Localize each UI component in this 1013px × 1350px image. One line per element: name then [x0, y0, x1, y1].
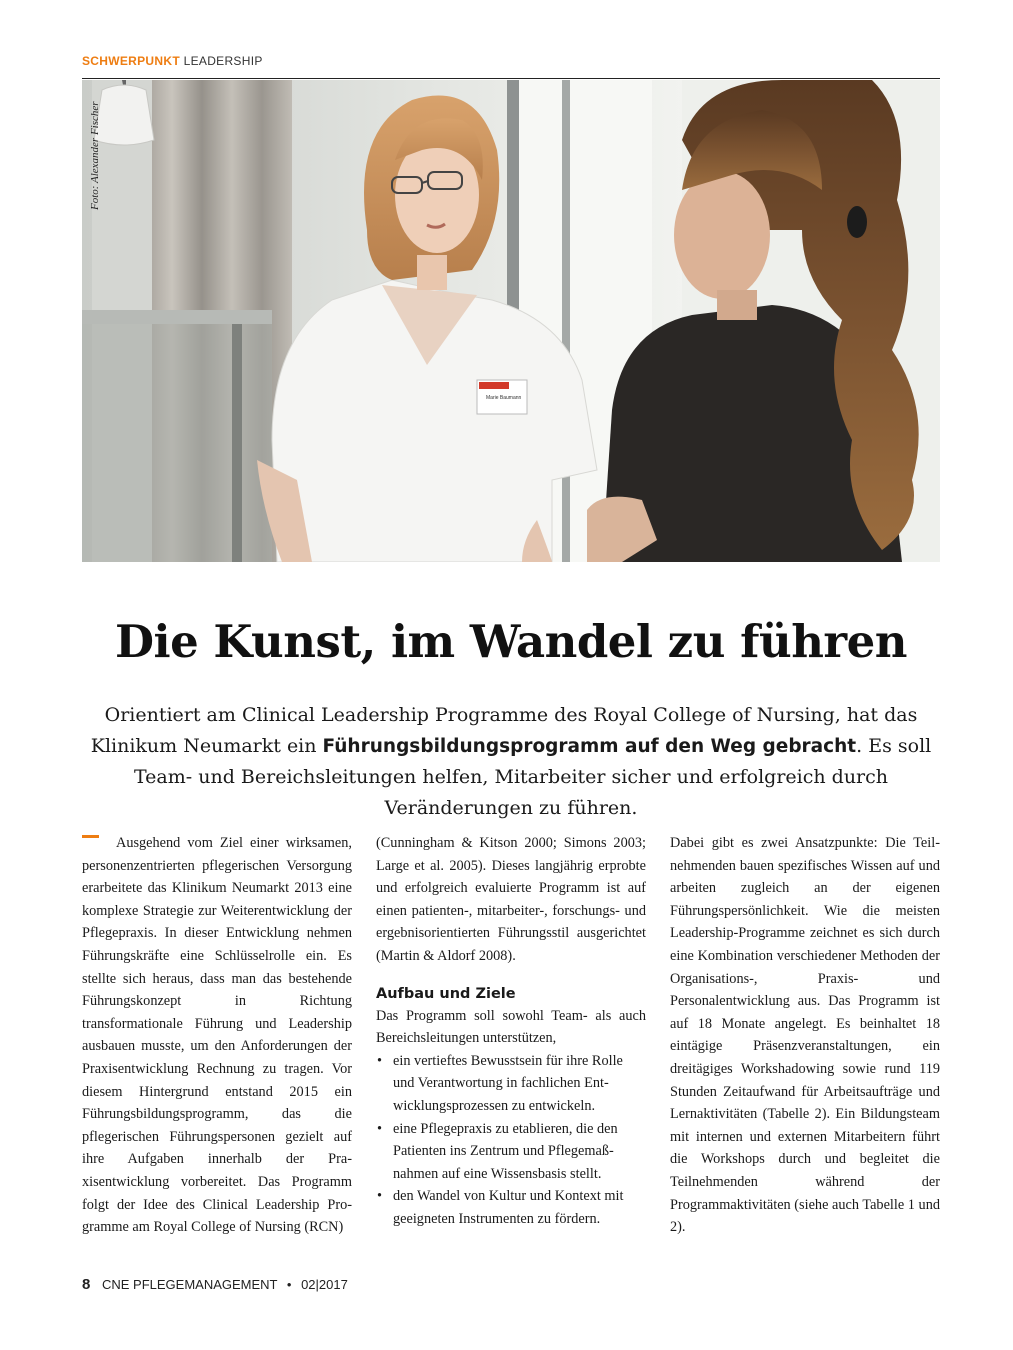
text-column-1 — [82, 832, 352, 1239]
lead-text-before: Orientiert am Clinical Leadership Programme des Royal College of Nursing, hat das Klinikum Neumarkt ein — [90, 704, 918, 757]
header-topic: LEADERSHIP — [183, 54, 263, 68]
article-lead — [86, 700, 936, 824]
column-1-paragraph — [82, 832, 352, 1239]
name-badge-text: Marie Baumann — [486, 395, 522, 401]
issue-number: 02|2017 — [301, 1277, 348, 1292]
list-item: • den Wandel von Kultur und Kontext mit geeigneten Instrumenten zu fördern. — [376, 1185, 646, 1230]
column-2-intro: Das Programm soll sowohl Team- als auch Bereichsleitungen unterstützen, — [376, 1007, 646, 1047]
page-number: 8 — [82, 1276, 91, 1293]
photo-credit-text: Foto: Alexander Fischer — [89, 101, 101, 210]
photo-illustration — [82, 80, 940, 562]
lead-bold: Führungsbildungsprogramm auf den Weg gebracht — [322, 736, 857, 757]
header-rule — [82, 78, 940, 79]
publication-name: CNE PFLEGEMANAGEMENT — [101, 1277, 278, 1292]
text-column-2 — [376, 832, 646, 1231]
running-header — [82, 54, 263, 68]
subheading-aufbau: Aufbau und Ziele — [376, 985, 516, 1002]
header-section: SCHWERPUNKT — [82, 54, 180, 68]
footer-separator: • — [286, 1277, 292, 1292]
list-item: • ein vertieftes Bewusstsein für ihre Rolle und Verantwortung in fachlichen Entwicklungsprozessen zu entwickeln. — [376, 1050, 646, 1118]
text-column-3 — [670, 832, 940, 1239]
photo-credit — [88, 86, 102, 216]
list-item: • eine Pflegepraxis zu etablieren, die den Patienten ins Zentrum und Pflegemaßnahmen auf eine Wissensbasis stellt. — [376, 1118, 646, 1186]
column-2-paragraph: (Cunningham & Kitson 2000; Simons 2003; Large et al. 2005). Dieses langjährig erprobte und erfolgreich evaluierte Programm ist auf einen patienten-, mitarbeiter-, forschungs- und ergebnisorientierten Führungsstil ausgerichtet (Martin & Aldorf 2008). — [376, 835, 646, 964]
article-title: Die Kunst, im Wandel zu führen — [115, 615, 907, 668]
column-3-paragraph: Dabei gibt es zwei Ansatzpunkte: Die Teilnehmenden bauen spezifisches Wissen auf und arbeiten zugleich an der eigenen Führungspersönlichkeit. Wie die meisten Leadership-Programme zeichnet es sich durch eine Kombination verschiedener Methoden der Organisations-, Praxis- und Personalentwicklung aus. Das Programm ist auf 18 Monate angelegt. Es beinhaltet 18 eintägige Präsenzveranstaltungen, ein dreitägiges Workshadowing sowie rund 119 Stunden Zeitaufwand für Arbeitsaufträge und Lernaktivitäten (Tabelle 2). Ein Bildungsteam mit internen und externen Mitarbeitern führt die Workshops durch und begleitet die Teilnehmenden während der Programmaktivitäten (siehe auch Tabelle 1 und 2). — [670, 835, 940, 1236]
goals-list — [376, 1050, 646, 1231]
lead-text-after: . Es soll Team- und Bereichsleitungen helfen, Mitarbeiter sicher und erfolgreich durch Veränderungen zu führen. — [133, 735, 932, 819]
article-photo — [82, 80, 940, 562]
orange-dash-marker — [82, 835, 99, 838]
page-footer — [82, 1276, 348, 1294]
column-1-text: Ausgehend vom Ziel einer wirksamen, personenzentrierten pflegerischen Versorgung erarbeitete das Klinikum Neumarkt 2013 eine komplexe Strategie zur Weiterentwicklung der Pflegepraxis. In dieser Entwicklung nehmen Führungskräfte eine Schlüsselrolle ein. Es stellte sich heraus, dass man das bestehende Führungskonzept in Richtung transformationale Führung und Leadership ausbauen musste, um den Anforderungen der Praxisentwicklung Rechnung zu tragen. Vor diesem Hintergrund entstand 2015 ein Führungsbildungsprogramm, das die pflegerischen Führungspersonen gezielt auf ihre Aufgaben innerhalb der Praxisentwicklung vorbereitet. Das Programm folgt der Idee des Clinical Leadership Programme am Royal College of Nursing (RCN) — [82, 835, 352, 1236]
